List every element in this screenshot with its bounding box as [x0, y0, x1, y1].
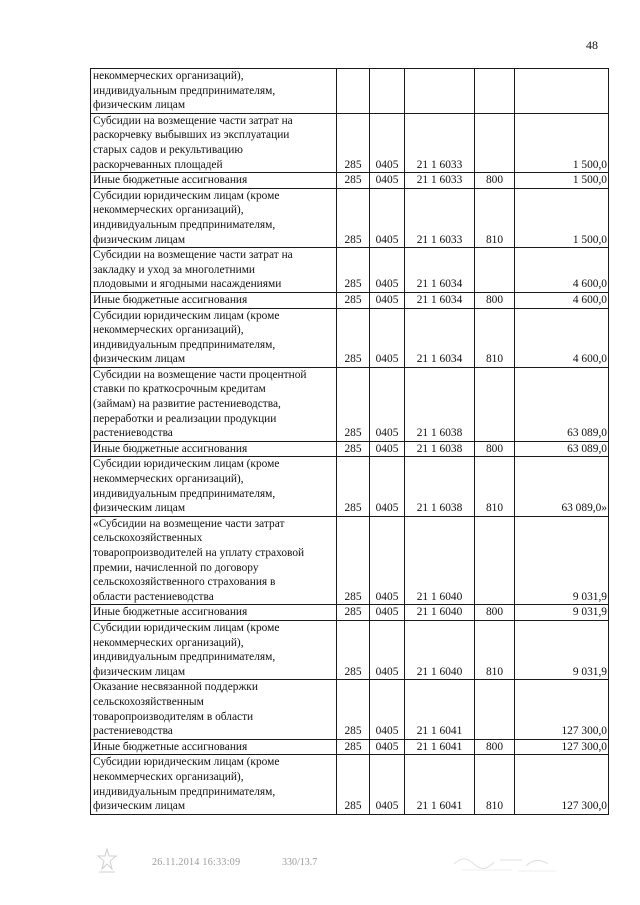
row-target-article-cell: 21 1 6041 [405, 755, 475, 814]
row-name-cell: Субсидии на возмещение части процентной ставки по краткосрочным кредитам (займам) на развитие растениеводства, переработки и реализации продукции растениеводства [91, 367, 337, 441]
row-expense-type-cell: 800 [475, 605, 515, 621]
row-name-cell: Субсидии юридическим лицам (кроме некоммерческих организаций), индивидуальным предпринимателям, физическим лицам [91, 620, 337, 679]
row-grbs-cell: 285 [337, 516, 370, 605]
row-section-cell: 0405 [370, 755, 405, 814]
row-grbs-cell: 285 [337, 248, 370, 293]
row-name-cell: Иные бюджетные ассигнования [91, 173, 337, 189]
row-sum-cell: 127 300,0 [515, 755, 609, 814]
table-row [91, 69, 609, 114]
row-sum-cell: 127 300,0 [515, 680, 609, 739]
row-sum-cell: 63 089,0 [515, 367, 609, 441]
row-grbs-cell: 285 [337, 113, 370, 172]
table-row [91, 457, 609, 516]
row-sum-cell [515, 69, 609, 114]
row-grbs-cell: 285 [337, 441, 370, 457]
row-target-article-cell: 21 1 6038 [405, 457, 475, 516]
footer-document-code: 330/13.7 [282, 857, 318, 868]
row-target-article-cell: 21 1 6041 [405, 680, 475, 739]
row-name-cell: Субсидии на возмещение части затрат на закладку и уход за многолетними плодовыми и ягодными насаждениями [91, 248, 337, 293]
row-sum-cell: 1 500,0 [515, 173, 609, 189]
row-section-cell: 0405 [370, 680, 405, 739]
row-grbs-cell: 285 [337, 367, 370, 441]
page-number: 48 [586, 38, 598, 52]
row-target-article-cell: 21 1 6034 [405, 292, 475, 308]
row-section-cell: 0405 [370, 620, 405, 679]
faint-signature-mark [452, 850, 562, 874]
row-name-cell: Оказание несвязанной поддержки сельскохозяйственным товаропроизводителям в области растениеводства [91, 680, 337, 739]
row-name-cell: Иные бюджетные ассигнования [91, 605, 337, 621]
row-sum-cell: 4 600,0 [515, 248, 609, 293]
row-target-article-cell [405, 69, 475, 114]
table-row [91, 739, 609, 755]
table-row [91, 367, 609, 441]
row-grbs-cell: 285 [337, 680, 370, 739]
row-target-article-cell: 21 1 6040 [405, 605, 475, 621]
row-section-cell [370, 69, 405, 114]
row-target-article-cell: 21 1 6033 [405, 113, 475, 172]
row-name-cell: некоммерческих организаций), индивидуальным предпринимателям, физическим лицам [91, 69, 337, 114]
row-name-cell: Иные бюджетные ассигнования [91, 739, 337, 755]
row-expense-type-cell: 810 [475, 620, 515, 679]
table-row [91, 605, 609, 621]
row-sum-cell: 4 600,0 [515, 292, 609, 308]
row-sum-cell: 1 500,0 [515, 188, 609, 247]
row-section-cell: 0405 [370, 113, 405, 172]
table-row [91, 680, 609, 739]
budget-table-body [91, 69, 609, 815]
row-expense-type-cell [475, 113, 515, 172]
row-sum-cell: 9 031,9 [515, 605, 609, 621]
row-target-article-cell: 21 1 6033 [405, 188, 475, 247]
row-expense-type-cell: 810 [475, 308, 515, 367]
row-section-cell: 0405 [370, 441, 405, 457]
document-stamp-icon [96, 848, 118, 874]
table-row [91, 755, 609, 814]
row-grbs-cell: 285 [337, 739, 370, 755]
row-section-cell: 0405 [370, 605, 405, 621]
table-row [91, 308, 609, 367]
row-expense-type-cell [475, 248, 515, 293]
row-name-cell: Субсидии на возмещение части затрат на раскорчевку выбывших из эксплуатации старых садов и рекультивацию раскорчеванных площадей [91, 113, 337, 172]
row-expense-type-cell [475, 367, 515, 441]
row-expense-type-cell: 800 [475, 441, 515, 457]
table-row [91, 292, 609, 308]
row-section-cell: 0405 [370, 292, 405, 308]
row-expense-type-cell [475, 516, 515, 605]
row-section-cell: 0405 [370, 457, 405, 516]
row-sum-cell: 63 089,0 [515, 441, 609, 457]
row-grbs-cell: 285 [337, 308, 370, 367]
table-row [91, 441, 609, 457]
row-grbs-cell: 285 [337, 292, 370, 308]
row-name-cell: Субсидии юридическим лицам (кроме некоммерческих организаций), индивидуальным предпринимателям, физическим лицам [91, 188, 337, 247]
row-sum-cell: 63 089,0» [515, 457, 609, 516]
row-sum-cell: 9 031,9 [515, 620, 609, 679]
footer-timestamp: 26.11.2014 16:33:09 [152, 857, 241, 868]
row-expense-type-cell [475, 680, 515, 739]
row-sum-cell: 127 300,0 [515, 739, 609, 755]
row-grbs-cell: 285 [337, 188, 370, 247]
row-sum-cell: 4 600,0 [515, 308, 609, 367]
row-target-article-cell: 21 1 6038 [405, 441, 475, 457]
row-target-article-cell: 21 1 6034 [405, 308, 475, 367]
row-name-cell: Субсидии юридическим лицам (кроме некоммерческих организаций), индивидуальным предпринимателям, физическим лицам [91, 457, 337, 516]
row-target-article-cell: 21 1 6040 [405, 516, 475, 605]
row-name-cell: Субсидии юридическим лицам (кроме некоммерческих организаций), индивидуальным предпринимателям, физическим лицам [91, 308, 337, 367]
row-grbs-cell [337, 69, 370, 114]
table-row [91, 516, 609, 605]
row-expense-type-cell: 800 [475, 292, 515, 308]
row-expense-type-cell: 810 [475, 457, 515, 516]
row-expense-type-cell: 800 [475, 173, 515, 189]
row-section-cell: 0405 [370, 188, 405, 247]
row-target-article-cell: 21 1 6034 [405, 248, 475, 293]
page-footer [96, 848, 556, 878]
row-section-cell: 0405 [370, 173, 405, 189]
table-row [91, 173, 609, 189]
row-target-article-cell: 21 1 6038 [405, 367, 475, 441]
row-target-article-cell: 21 1 6040 [405, 620, 475, 679]
row-grbs-cell: 285 [337, 755, 370, 814]
row-section-cell: 0405 [370, 248, 405, 293]
row-section-cell: 0405 [370, 516, 405, 605]
row-sum-cell: 1 500,0 [515, 113, 609, 172]
table-row [91, 113, 609, 172]
budget-table [90, 68, 609, 815]
row-section-cell: 0405 [370, 308, 405, 367]
row-grbs-cell: 285 [337, 620, 370, 679]
row-grbs-cell: 285 [337, 173, 370, 189]
row-expense-type-cell [475, 69, 515, 114]
row-section-cell: 0405 [370, 367, 405, 441]
table-row [91, 188, 609, 247]
row-expense-type-cell: 810 [475, 188, 515, 247]
row-expense-type-cell: 800 [475, 739, 515, 755]
row-section-cell: 0405 [370, 739, 405, 755]
table-row [91, 620, 609, 679]
row-sum-cell: 9 031,9 [515, 516, 609, 605]
row-grbs-cell: 285 [337, 457, 370, 516]
row-name-cell: «Субсидии на возмещение части затрат сельскохозяйственных товаропроизводителей на уплату страховой премии, начисленной по договору сельскохозяйственного страхования в области растениеводства [91, 516, 337, 605]
table-row [91, 248, 609, 293]
row-name-cell: Субсидии юридическим лицам (кроме некоммерческих организаций), индивидуальным предпринимателям, физическим лицам [91, 755, 337, 814]
row-target-article-cell: 21 1 6033 [405, 173, 475, 189]
row-grbs-cell: 285 [337, 605, 370, 621]
row-name-cell: Иные бюджетные ассигнования [91, 441, 337, 457]
row-name-cell: Иные бюджетные ассигнования [91, 292, 337, 308]
row-target-article-cell: 21 1 6041 [405, 739, 475, 755]
row-expense-type-cell: 810 [475, 755, 515, 814]
